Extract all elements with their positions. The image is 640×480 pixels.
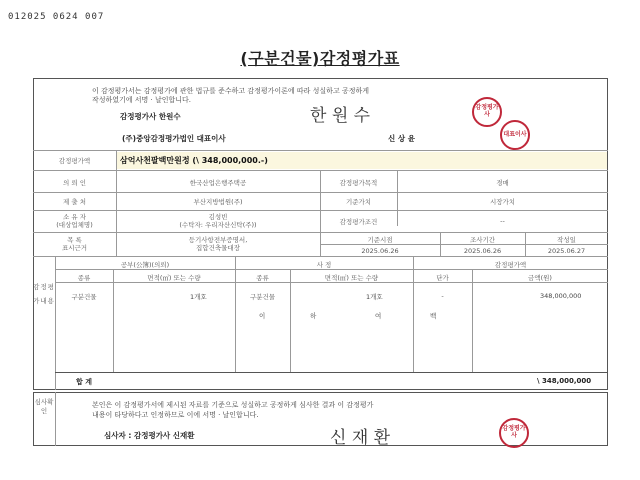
list-basis-label: 목 록 표시근거	[61, 236, 88, 253]
divider	[116, 150, 117, 170]
review-text-1: 본인은 이 감정평가서에 제시된 자료를 기준으로 성실하고 공정하게 심사한 결과 이 감정평가	[92, 401, 374, 409]
declaration-line-2: 작성하였기에 서명 · 날인합니다.	[92, 96, 192, 104]
reviewer-signature: 신 재 환	[330, 428, 391, 448]
total-label: 합 계	[76, 378, 92, 386]
appraised-value: 삼억사천팔백만원정 (\ 348,000,000.-)	[120, 156, 268, 165]
divider	[113, 269, 114, 372]
divider	[33, 150, 608, 151]
document-number: 012025 0624 007	[8, 12, 105, 22]
table-cell: 구분건물	[249, 293, 276, 301]
review-label: 심사확인	[34, 398, 54, 416]
blank-mark: 이	[259, 312, 266, 320]
total-value: \ 348,000,000	[537, 377, 592, 385]
survey-period-value: 2025.06.26	[463, 247, 502, 255]
divider	[33, 210, 608, 211]
table-cell: -	[441, 292, 444, 300]
table-cell: 1개호	[366, 293, 383, 301]
list-basis-value: 등기사항전부증명서, 집합건축물대장	[188, 236, 248, 253]
owner-label: 소 유 자 (대상업체명)	[56, 213, 93, 230]
declaration-line-1: 이 감정평가서는 감정평가에 관한 법규를 준수하고 감정평가이론에 따라 성실하고 공정하게	[92, 87, 369, 95]
condition-label: 감정평가조건	[339, 218, 378, 226]
col-area-2: 면적(㎡) 또는 수량	[324, 274, 379, 282]
company-seal: 대표이사	[500, 120, 530, 150]
col-unit-price: 단가	[436, 274, 449, 282]
written-date-value: 2025.06.27	[547, 247, 586, 255]
divider	[33, 256, 608, 257]
divider	[55, 392, 56, 446]
reviewer-name: 심사자 : 감정평가사 신재환	[104, 431, 195, 440]
divider	[472, 269, 473, 372]
owner-value: 김성빈 (수탁자: 우리자산신탁(주))	[179, 213, 257, 230]
divider	[55, 282, 608, 283]
divider	[55, 269, 608, 270]
divider	[320, 244, 608, 245]
divider	[33, 232, 608, 233]
side-label: 감정평가내용	[33, 283, 55, 306]
appraiser-signature: 한 원 수	[310, 106, 371, 126]
client-label: 의 뢰 인	[63, 179, 86, 187]
divider	[55, 372, 608, 373]
base-date-value: 2025.06.26	[361, 247, 399, 255]
value-label: 감정평가액	[58, 157, 91, 165]
divider	[33, 192, 608, 193]
purpose-label: 감정평가목적	[339, 179, 378, 187]
appraiser-name: 감정평가사 한원수	[120, 112, 181, 121]
base-date-label: 기준시점	[367, 236, 393, 244]
group-appraised-value: 감정평가액	[494, 261, 527, 269]
blank-mark: 백	[430, 312, 437, 320]
table-cell: 348,000,000	[540, 292, 582, 300]
basis-label: 기준가치	[345, 198, 372, 206]
appraiser-seal: 감정평가사	[472, 97, 502, 127]
blank-mark: 여	[375, 312, 382, 320]
submit-value: 부산지방법원(주)	[193, 198, 243, 206]
condition-value: --	[500, 217, 505, 225]
group-official-records: 공부(公簿)(의뢰)	[120, 261, 170, 269]
review-text-2: 내용이 타당하다고 인정하므로 이에 서명 · 날인합니다.	[92, 411, 259, 419]
col-type-2: 종류	[256, 274, 269, 282]
group-actual: 사 정	[316, 261, 332, 269]
table-cell: 1개호	[190, 293, 207, 301]
submit-label: 제 출 처	[63, 198, 86, 206]
representative-name: 신 상 윤	[388, 134, 415, 143]
blank-mark: 하	[310, 312, 317, 320]
firm-name: (주)중앙감정평가법인 대표이사	[122, 134, 226, 143]
divider	[290, 269, 291, 372]
col-amount: 금액(원)	[528, 274, 552, 282]
table-cell: 구분건물	[71, 293, 97, 301]
written-date-label: 작성일	[557, 236, 576, 244]
col-area-1: 면적(㎡) 또는 수량	[147, 274, 201, 282]
col-type-1: 종류	[77, 274, 91, 282]
reviewer-seal: 감정평가사	[499, 418, 529, 448]
survey-period-label: 조사기간	[469, 236, 496, 244]
client-value: 한국산업은행주택공	[189, 179, 247, 187]
basis-value: 시장가치	[489, 198, 516, 206]
page-title: (구분건물)감정평가표	[240, 49, 400, 68]
purpose-value: 경매	[496, 179, 509, 187]
